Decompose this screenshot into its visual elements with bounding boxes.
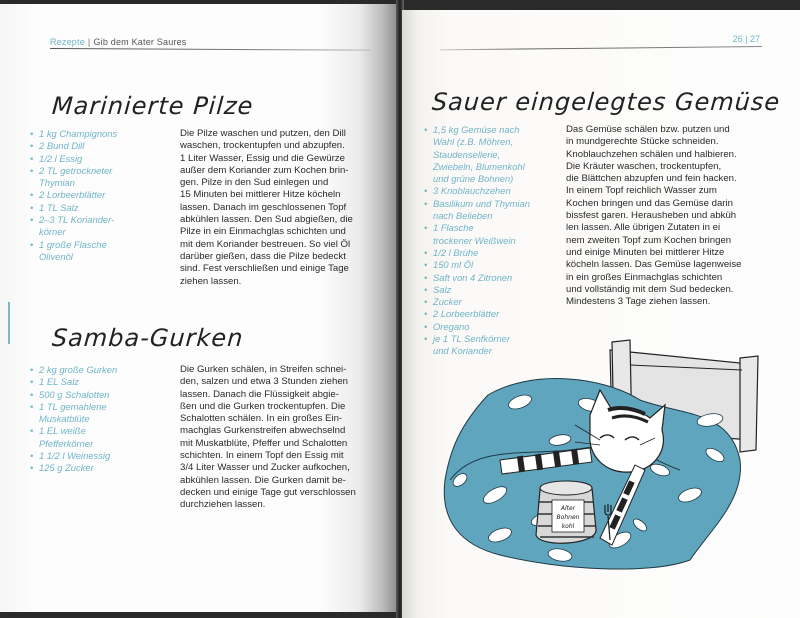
ingredient-text: • 2 TL getrockneter [39,164,113,176]
method-line: In einem Topf reichlich Wasser zum [566,185,717,197]
method-line: lassen. Danach im geschlossenen Topf [180,201,347,213]
method-line: Die Gurken schälen, in Streifen schnei- [180,364,347,375]
ingredient-text: Muskatblüte [39,413,90,425]
method-line: ziehen lassen. [180,275,242,287]
method-line: 15 Minuten bei mittlerer Hitze köcheln [180,189,341,201]
method-line: decken und einige Tage gut verschlossen [180,486,356,498]
ingredient-text: • 1 EL weiße [39,425,86,437]
ingredient-item [30,389,170,401]
method-line: nem zweiten Topf zum Kochen bringen [566,234,732,246]
method-line: bissfest garen. Herausheben und abküh [566,210,737,222]
method-line: waschen, trockentupfen und abzupfen. [180,140,345,152]
ingredient-text: • Saft von 4 Zitronen [433,271,513,283]
ingredient-item [424,308,564,320]
method-line: Knoblauchzehen schälen und halbieren. [566,148,737,160]
method-line: durchziehen lassen. [180,499,266,511]
ingredient-item [424,124,564,185]
method-line: mit dem Koriander bestreuen. So viel Öl [180,238,351,250]
ingredient-text: • 1/2 l Brühe [433,246,479,258]
method-line: gen. Pilze in den Sud einlegen und [180,177,329,189]
ingredient-list-samba-gurken [30,364,170,475]
method-line: in mundgerechte Stücke schneiden. [566,136,719,148]
ingredient-text: • 2–3 TL Koriander- [39,214,115,226]
method-line: len lassen. Alle übrigen Zutaten in ei [566,222,721,234]
ingredient-text: • 1,5 kg Gemüse nach [433,124,520,135]
method-line: die Blättchen abzupfen und fein hacken. [566,173,737,185]
cat-in-bed-illustration [440,330,770,570]
method-line: und einige Minuten bei mittlerer Hitze [566,246,725,258]
ingredient-item [424,259,564,271]
page-edge-mark [8,302,10,344]
ingredient-item [30,462,170,474]
method-text-sauer-eingelegtes-gemuese [566,124,781,308]
method-line: lassen. Danach die Flüssigkeit abgie- [180,388,339,400]
ingredient-text: • 2 Lorbeerblätter [39,189,106,201]
ingredient-text: • 3 Knoblauchzehen [433,185,511,197]
method-line: Mindestens 3 Tage ziehen lassen. [566,296,711,308]
ingredient-text: Thymian [39,177,75,189]
recipe-title-sauer-eingelegtes-gemuese: Sauer eingelegtes Gemüse [431,88,782,116]
recipe-title-marinierte-pilze: Marinierte Pilze [51,92,255,120]
ingredient-text: • Zucker [433,296,462,308]
running-head [50,37,187,47]
ingredient-item [30,450,170,462]
ingredient-item [30,165,160,190]
ingredient-text: Olivenöl [39,250,73,262]
method-text-samba-gurken [180,364,380,512]
method-line: sind. Fest verschließen und einige Tage [180,263,349,275]
ingredient-item [30,401,170,426]
method-line: mit Muskatblüte, Pfeffer und Schalotten [180,437,348,449]
method-line: Pilze in ein Einmachglas schichten und [180,226,346,238]
ingredient-item [424,198,564,223]
method-line: schichten. In einem Topf den Essig mit [180,450,344,462]
ingredient-text: • 150 ml Öl [433,259,474,271]
method-line: Das Gemüse schälen bzw. putzen und [566,124,730,135]
ingredient-list-marinierte-pilze [30,128,160,263]
method-line: abkühlen lassen. Den Sud abgießen, die [180,214,353,226]
ingredient-text: körner [39,226,66,238]
ingredient-text: nach Belieben [433,210,493,222]
method-line: Die Kräuter waschen, trockentupfen, [566,160,722,172]
method-line: und vollständig mit dem Sud bedecken. [566,283,734,295]
ingredient-text: • 2 kg große Gurken [39,364,118,375]
ingredient-item [30,189,160,201]
ingredient-text: • 125 g Zucker [39,462,94,474]
ingredient-item [30,128,160,140]
ingredient-text: • Oregano [433,320,470,332]
method-line: Die Pilze waschen und putzen, den Dill [180,128,346,139]
ingredient-text: Zwiebeln, Blumenkohl [433,160,525,172]
ingredient-text: • 1 1/2 l Weinessig [39,450,111,462]
ingredient-text: Staudensellerie, [433,148,501,160]
ingredient-text: • 1/2 l Essig [39,152,83,164]
ingredient-text: • 2 Lorbeerblätter [433,308,500,320]
method-line: Schalotten schälen. In ein großes Ein- [180,413,343,425]
ingredient-text: Pfefferkörner [39,437,94,449]
ingredient-item [30,140,160,152]
ingredient-item [30,425,170,450]
ingredient-text: • 1 TL Salz [39,201,79,213]
ingredient-text: • 1 Flasche [433,222,474,234]
method-line: köcheln lassen. Das Gemüse lagenweise [566,259,742,271]
ingredient-text: • je 1 TL Senfkörner [433,333,510,345]
ingredient-text: • 1 kg Champignons [39,128,118,139]
jar-label-line-3: kohl [561,523,575,530]
method-line: außer dem Koriander zum Kochen brin- [180,164,349,176]
ingredient-item [424,296,564,308]
ingredient-item [424,272,564,284]
jar-label-line-1: Alter [560,505,576,512]
method-line: Kochen bringen und das Gemüse darin [566,197,733,209]
method-line: den, salzen und etwa 3 Stunden ziehen [180,376,349,388]
left-page [0,4,398,612]
ingredient-item [424,284,564,296]
method-line: in ein großes Einmachglas schichten [566,271,723,283]
method-text-marinierte-pilze [180,128,380,288]
method-line: darüber gießen, dass die Pilze bedeckt [180,250,346,262]
ingredient-text: • 2 Bund Dill [39,140,85,152]
ingredient-text: Wahl (z.B. Möhren, [433,136,514,148]
jar-label-line-2: Bohnen [556,514,580,521]
running-head-chapter: Gib dem Kater Saures [93,37,187,47]
page-number: 26 | 27 [732,34,760,44]
ingredient-item [424,185,564,197]
ingredient-item [424,222,564,247]
ingredient-text: und Koriander [433,345,492,357]
method-line: 3/4 Liter Wasser und Zucker aufkochen, [180,462,350,474]
header-rule [440,46,762,50]
method-line: 1 Liter Wasser, Essig und die Gewürze [180,152,345,164]
ingredient-item [30,376,170,388]
method-line: abkühlen lassen. Die Gurken damit be- [180,474,346,486]
ingredient-text: trockener Weißwein [433,234,516,246]
ingredient-text: und grüne Bohnen) [433,173,514,185]
ingredient-text: • Salz [433,283,452,295]
running-head-section: Rezepte [50,37,85,47]
ingredient-item [30,153,160,165]
ingredient-text: • 1 große Flasche [39,238,107,250]
recipe-title-samba-gurken: Samba-Gurken [51,324,245,352]
ingredient-item [30,239,160,264]
ingredient-item [424,247,564,259]
ingredient-text: • Basilikum und Thymian [433,197,530,209]
header-rule [50,48,370,51]
ingredient-text: • 1 TL gemahlene [39,400,107,412]
ingredient-text: • 1 EL Salz [39,376,79,388]
ingredient-item [30,214,160,239]
ingredient-list-sauer-eingelegtes-gemuese [424,124,564,358]
ingredient-item [30,364,170,376]
ingredient-item [30,202,160,214]
method-line: ßen und die Gurken trockentupfen. Die [180,400,346,412]
method-line: machglas Gurkenstreifen abwechselnd [180,425,346,437]
running-head-separator: | [87,37,91,47]
ingredient-text: • 500 g Schalotten [39,388,110,400]
jar [536,481,596,543]
